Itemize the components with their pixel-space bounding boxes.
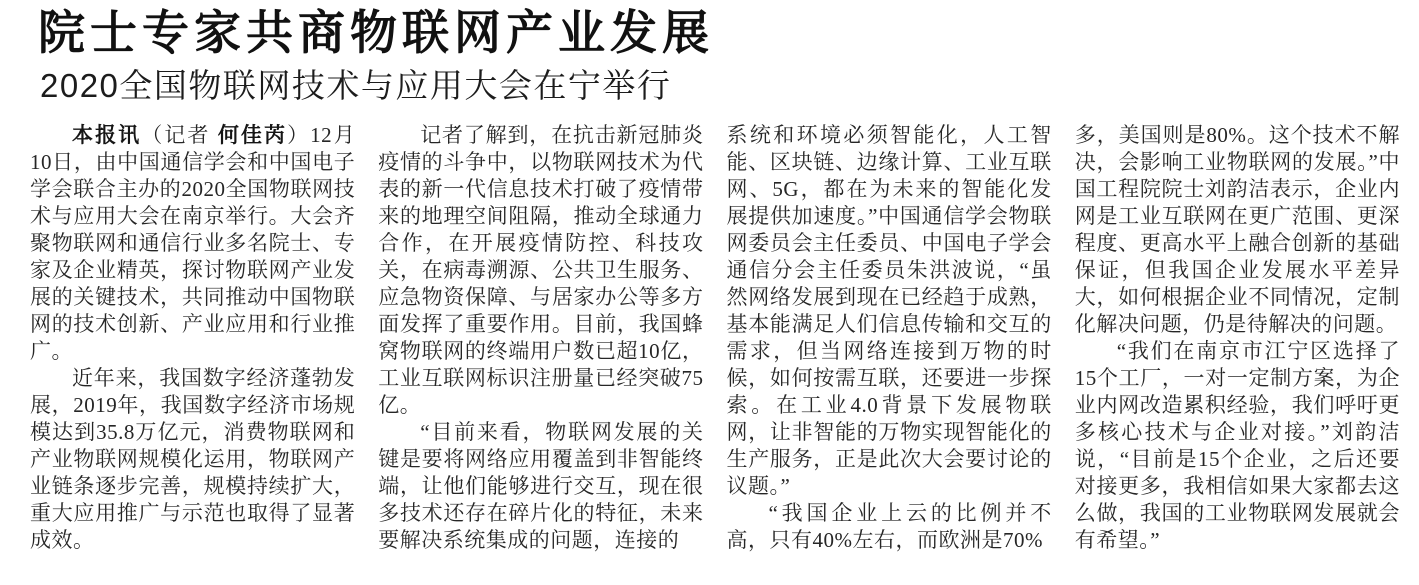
article-column-2	[378, 122, 703, 554]
emphasized-text: 本报讯	[72, 123, 142, 147]
body-text: “我们在南京市江宁区选择了15个工厂，一对一定制方案，为企业内网改造累积经验，我们呼吁更多核心技术与企业对接。”刘韵洁说，“目前是15个企业，之后还要对接更多，我相信如果大家都去这么做，我国的工业物联网发展就会有希望。”	[1074, 339, 1400, 552]
emphasized-text: 何佳芮	[217, 123, 288, 147]
body-text: 多，美国则是80%。这个技术不解决，会影响工业物联网的发展。”中国工程院院士刘韵洁表示，企业内网是工业互联网在更广范围、更深程度、更高水平上融合创新的基础保证，但我国企业发展水平差异大，如何根据企业不同情况，定制化解决问题，仍是待解决的问题。	[1074, 123, 1400, 336]
article-column-3	[727, 122, 1052, 554]
article-column-4	[1075, 122, 1400, 554]
article-paragraph	[30, 365, 355, 554]
body-text: 系统和环境必须智能化，人工智能、区块链、边缘计算、工业互联网、5G，都在为未来的智能化发展提供加速度。”中国通信学会物联网委员会主任委员、中国电子学会通信分会主任委员朱洪波说，“虽然网络发展到现在已经趋于成熟，基本能满足人们信息传输和交互的需求，但当网络连接到万物的时候，如何按需互联，还要进一步探索。在工业4.0背景下发展物联网，让非智能的万物实现智能化的生产服务，正是此次大会要讨论的议题。”	[726, 123, 1052, 498]
article-column-1	[30, 122, 355, 554]
body-text: （记者	[141, 123, 218, 147]
article-paragraph	[378, 122, 703, 419]
article-body-columns	[30, 122, 1400, 554]
article-paragraph	[378, 419, 703, 554]
body-text: 近年来，我国数字经济蓬勃发展，2019年，我国数字经济市场规模达到35.8万亿元，消费物联网和产业物联网规模化运用，物联网产业链条逐步完善，规模持续扩大，重大应用推广与示范也取得了显著成效。	[30, 366, 356, 552]
article-paragraph	[1075, 338, 1400, 554]
article-paragraph	[30, 122, 355, 365]
body-text: ）12月10日，由中国通信学会和中国电子学会联合主办的2020全国物联网技术与应用大会在南京举行。大会齐聚物联网和通信行业多名院士、专家及企业精英，探讨物联网产业发展的关键技术，共同推动中国物联网的技术创新、产业应用和行业推广。	[30, 123, 356, 363]
article-paragraph	[727, 122, 1052, 500]
body-text: “目前来看，物联网发展的关键是要将网络应用覆盖到非智能终端，让他们能够进行交互，现在很多技术还存在碎片化的特征，未来要解决系统集成的问题，连接的	[378, 420, 704, 552]
article-paragraph	[1075, 122, 1400, 338]
newspaper-page	[0, 8, 1419, 585]
article-headline: 院士专家共商物联网产业发展	[38, 6, 714, 59]
article-paragraph	[727, 500, 1052, 554]
body-text: “我国企业上云的比例并不高，只有40%左右，而欧洲是70%	[726, 501, 1052, 552]
body-text: 记者了解到，在抗击新冠肺炎疫情的斗争中，以物联网技术为代表的新一代信息技术打破了疫情带来的地理空间阻隔，推动全球通力合作，在开展疫情防控、科技攻关，在病毒溯源、公共卫生服务、应急物资保障、与居家办公等多方面发挥了重要作用。目前，我国蜂窝物联网的终端用户数已超10亿，工业互联网标识注册量已经突破75亿。	[378, 123, 704, 417]
article-subheadline: 2020全国物联网技术与应用大会在宁举行	[40, 67, 672, 104]
